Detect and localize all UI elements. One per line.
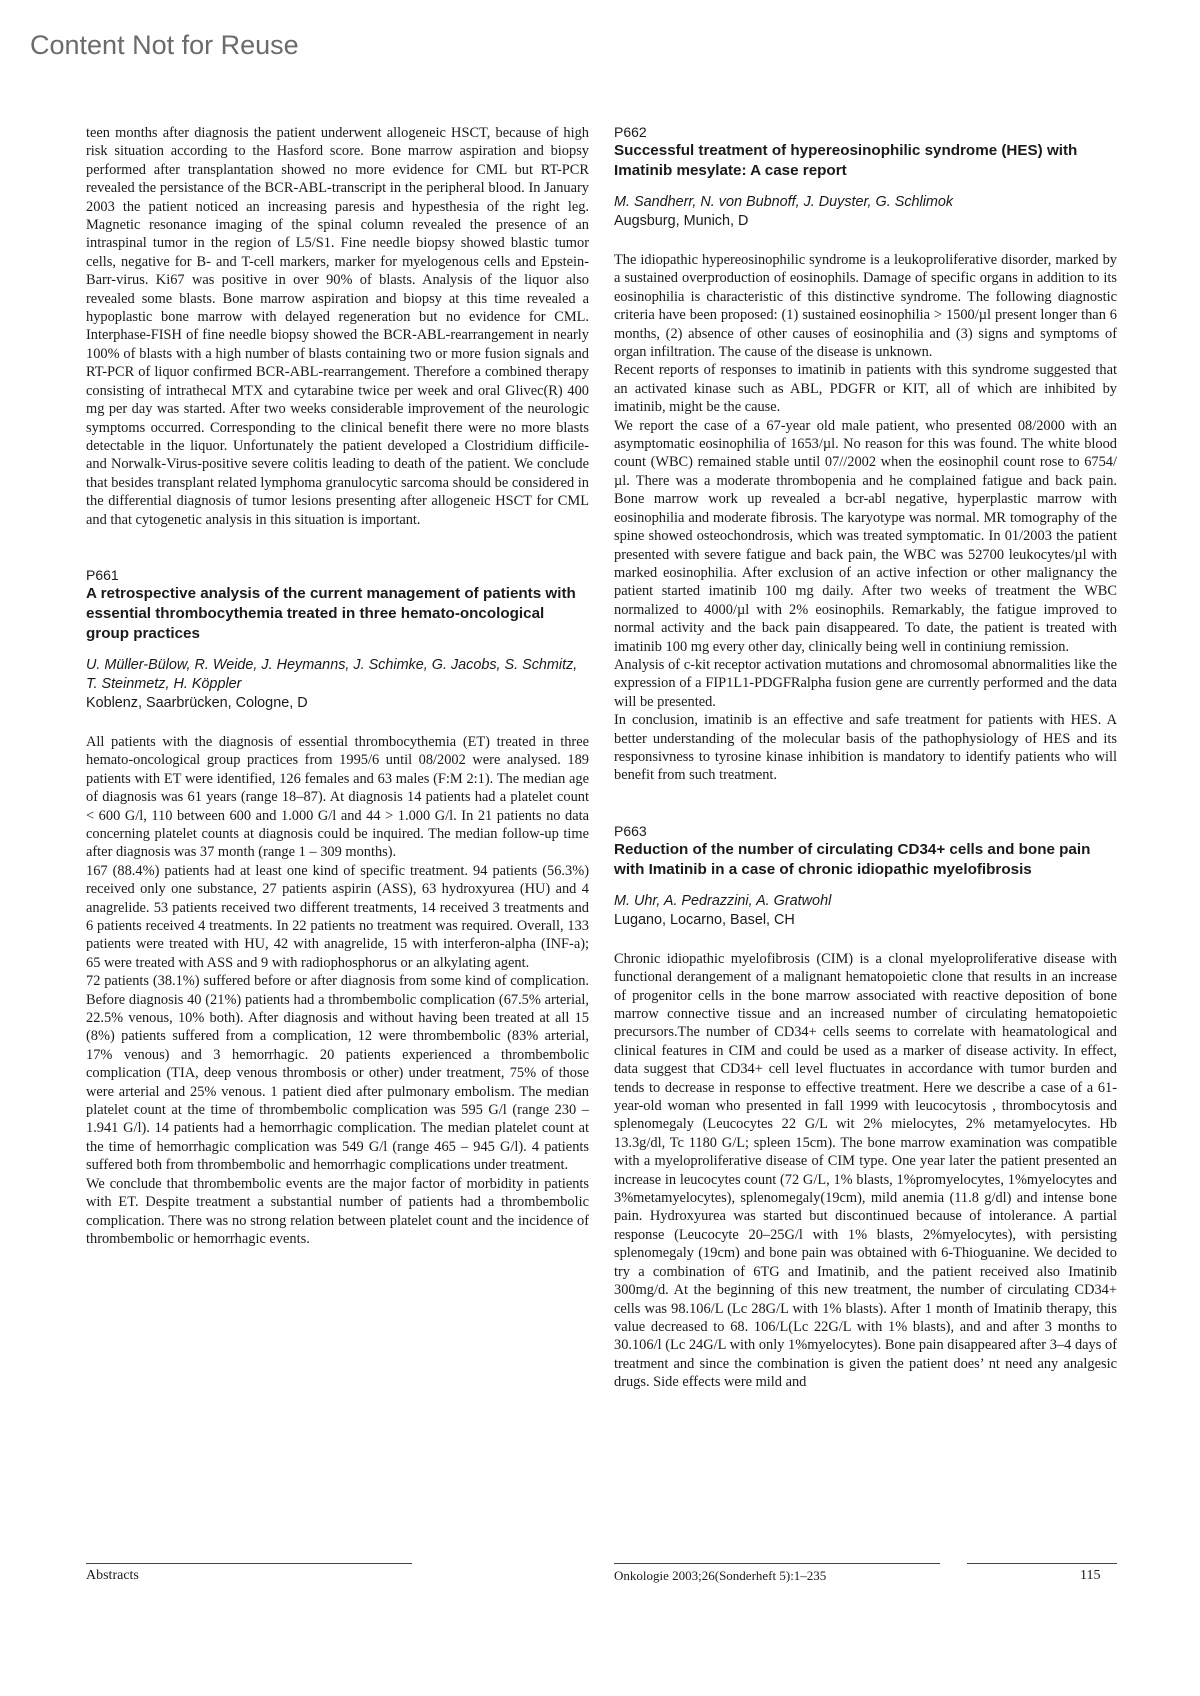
abstract-authors: M. Sandherr, N. von Bubnoff, J. Duyster, G. Schlimok (614, 194, 954, 210)
footer-rule-left (86, 1563, 412, 1564)
abstract-title: Reduction of the number of circulating CD34+ cells and bone pain with Imatinib in a case of chronic idiopathic myelofibrosis (614, 840, 1091, 878)
abstract-authors: M. Uhr, A. Pedrazzini, A. Gratwohl (614, 892, 832, 909)
abstract-id: P661 (86, 566, 119, 583)
watermark: Content Not for Reuse (30, 30, 299, 60)
abstract-title: Successful treatment of hypereosinophilic syndrome (HES) with Imatinib mesylate: A case report (614, 142, 1078, 179)
right-column (614, 124, 1117, 1392)
footer-journal-citation: Onkologie 2003;26(Sonderheft 5):1–235 (614, 1568, 827, 1583)
abstract-affiliation: Lugano, Locarno, Basel, CH (614, 911, 795, 928)
abstract-paragraph: Recent reports of responses to imatinib in patients with this syndrome suggested that an activated kinase such as ABL, PDGFR or KIT, all of which are inhibited by imatinib, might be the cause. (614, 362, 1117, 416)
footer-rule-right (967, 1563, 1117, 1564)
abstract-paragraph: Analysis of c-kit receptor activation mutations and chromosomal abnormalities like the expression of a FIP1L1-PDGFRalpha fusion gene are currently performed and the data will be presented. (614, 656, 1117, 710)
abstract-paragraph: Chronic idiopathic myelofibrosis (CIM) is a clonal myeloproliferative disease with functional derangement of a malignant hematopoietic clone that results in an increase of progenitor cells in the bone marrow associated with reactive deposition of bone marrow connective tissue and an increased number of circulating hematopoietic precursors.The number of CD34+ cells seems to correlate with heamatological and clinical features in CIM and could be used as a marker of disease activity. In effect, data suggest that CD34+ cell level fluctuates in accordance with tumor burden and tends to decrease in response to effective treatment. Here we describe a case of a 61-year-old woman who presented in fall 1999 with leucocytosis , thrombocytosis and splenomegaly (Leucocytes 22 G/L wit 2% mielocytes, 2% metamyelocytes. Hb 13.3g/dl, Tc 1180 G/L; spleen 15cm). The bone marrow examination was compatible with a myeloproliferative disease of CIM type. One year later the patient presented an increase in leucocytes count (72 G/L, 1% blasts, 1%promyelocytes, 1%myelocytes and 3%metamyelocytes), splenomegaly(19cm), mild anemia (11.8 g/dl) and intense bone pain. Hydroxyurea was started but discontinued because of intolerance. A partial response (Leucocyte 20–25G/l with 1% blasts, 2%myelocytes), with persisting splenomegaly (19cm) and bone pain was obtained with 6-Thioguanine. We decided to try a combination of 6TG and Imatinib, and the patient received also Imatinib 300mg/d. At the beginning of this new treatment, the number of circulating CD34+ cells was 98.106/L (Lc 28G/L with 1% blasts). After 1 month of Imatinib therapy, this value decreased to 68. 106/L(Lc 22G/L with 1% blasts), and and after 3 months to 30.106/l (Lc 24G/L with only 1%myelocytes). Bone pain disappeared after 3–4 days of treatment and since the combination is given the patient does’ nt need any analgesic drugs. Side effects were mild and (614, 950, 1117, 1391)
abstract-paragraph: The idiopathic hypereosinophilic syndrome is a leukoproliferative disorder, marked by a sustained overproduction of eosinophils. Damage of specific organs in addition to its eosinophilia is characteristic of this distinctive syndrome. The following diagnostic criteria have been proposed: (1) sustained eosinophilia > 1500/µl present longer than 6 months, (2) absence of other causes of eosinophilia and (3) signs and symptoms of organ infiltration. The cause of the disease is unknown. (614, 252, 1117, 361)
abstract-authors: U. Müller-Bülow, R. Weide, J. Heymanns, J. Schimke, G. Jacobs, S. Schmitz, T. Steinmetz, H. Köppler (86, 656, 578, 692)
abstract-p663 (614, 823, 1117, 1392)
abstract-id: P662 (614, 124, 647, 140)
left-column (86, 124, 589, 1248)
abstract-paragraph: In conclusion, imatinib is an effective and safe treatment for patients with HES. A better understanding of the molecular basis of the pathophysiology of HES and its responsivness to tyrosine kinase inhibition is mandatory to identify patients who will benefit from such treatment. (614, 712, 1117, 784)
abstract-id: P663 (614, 822, 647, 839)
abstract-paragraph: We report the case of a 67-year old male patient, who presented 08/2000 with an asymptomatic eosinophilia of 1653/µl. No reason for this was found. The white blood count (WBC) remained stable until 07//2002 when the eosinophil count rose to 6754/µl. There was a moderate thrombopenia and he complained fatigue and back pain. Bone marrow work up revealed a bcr-abl negative, hyperplastic marrow with eosinophilia and moderate fibrosis. The karyotype was normal. MR tomography of the spine showed osteochondrosis, which was treated symptomatic. In 01/2003 the patient presented with severe fatigue and back pain, the WBC was 52700 leukocytes/µl with marked eosinophilia. After exclusion of an active infection or other malignancy the patient started imatinib 100 mg daily. After two weeks of treatment the WBC normalized to 4000/µl with 2% eosinophils. Remarkably, the fatigue improved to normal activity and the back pain disappeared. To date, the patient is treated with imatinib 100 mg every other day, clinically being well in continiung remission. (614, 417, 1117, 655)
abstract-affiliation: Augsburg, Munich, D (614, 213, 749, 229)
abstract-paragraph: We conclude that thrombembolic events are the major factor of morbidity in patients with ET. Despite treatment a substantial number of patients had a thrombembolic complication. There was no strong relation between platelet count and the incidence of thrombembolic or hemorrhagic events. (86, 1175, 589, 1247)
abstract-p662 (614, 124, 1117, 785)
continuation-paragraph: teen months after diagnosis the patient underwent allogeneic HSCT, because of high risk situation according to the Hasford score. Bone marrow aspiration and biopsy performed after transplantation showed no more evidence for CML but RT-PCR revealed the persistance of the BCR-ABL-transcript in the peripheral blood. In January 2003 the patient noticed an increasing paresis and hypesthesia of the right leg. Magnetic resonance imaging of the spinal column revealed the presence of an intraspinal tumor in the region of L5/S1. Fine needle biopsy showed blastic tumor cells, negative for B- and T-cell markers, marker for myelogenous cells and Epstein-Barr-virus. Ki67 was positive in over 90% of blasts. Analysis of the liquor also revealed some blasts. Bone marrow aspiration and biopsy at this time revealed a hypoplastic bone marrow with delayed regeneration but no evidence for CML. Interphase-FISH of fine needle biopsy showed the BCR-ABL-rearrangement in nearly 100% of blasts with a high number of blasts containing two or more fusion signals and RT-PCR of liquor confirmed BCR-ABL-rearrangement. Therefore a combined therapy consisting of intrathecal MTX and cytarabine twice per week and oral Glivec(R) 400 mg per day was started. After two weeks considerable improvement of the neurologic symptoms occurred. Corresponding to the clinical benefit there were no more blasts detectable in the liquor. Unfortunately the patient developed a Clostridium difficile- and Norwalk-Virus-positive severe colitis leading to death of the patient. We conclude that besides transplant related lymphoma granulocytic sarcoma should be considered in the differential diagnosis of tumor lesions presenting after allogeneic HSCT for CML and that cytogenetic analysis in this situation is important. (86, 125, 589, 528)
footer-page-number: 115 (1080, 1568, 1101, 1583)
footer-section-label: Abstracts (86, 1568, 139, 1583)
abstract-title: A retrospective analysis of the current management of patients with essential thrombocythemia treated in three hemato-oncological group practices (86, 584, 576, 642)
footer-rule-middle (614, 1563, 940, 1564)
abstract-paragraph: All patients with the diagnosis of essential thrombocythemia (ET) treated in three hemato-oncological group practices from 1995/6 until 08/2002 were analysed. 189 patients with ET were identified, 126 females and 63 males (F:M 2:1). The median age of diagnosis was 61 years (range 18–87). At diagnosis 14 patients had a platelet count < 600 G/l, 110 between 600 and 1.000 G/l and 44 > 1.000 G/l. In 21 patients no data concerning platelet counts at diagnosis could be inquired. The median follow-up time after diagnosis was 37 month (range 1 – 309 months). (86, 733, 589, 861)
abstract-p661 (86, 567, 589, 1248)
abstract-paragraph: 72 patients (38.1%) suffered before or after diagnosis from some kind of complication. Before diagnosis 40 (21%) patients had a thrombembolic complication (67.5% arterial, 22.5% venous, 10% both). After diagnosis and without having been treated at all 15 (8%) patients suffered from a complication, 12 were thrombembolic (83% arterial, 17% venous) and 3 hemorrhagic. 20 patients experienced a thrombembolic complication (TIA, deep venous thrombosis or other) under treatment, 75% of those were arterial and 25% venous. 1 patient died after pulmonary embolism. The median platelet count at the time of thrombembolic complication was 595 G/l (range 230 – 1.941 G/l). 14 patients had a hemorrhagic complication. The median platelet count at the time of hemorrhagic complication was 549 G/l (range 465 – 945 G/l). 4 patients suffered both from thrombembolic and hemorrhagic complications under treatment. (86, 973, 589, 1174)
abstract-paragraph: 167 (88.4%) patients had at least one kind of specific treatment. 94 patients (56.3%) received only one substance, 27 patients aspirin (ASS), 63 hydroxyurea (HU) and 4 anagrelide. 53 patients received two different treatments, 14 received 3 treatments and 6 patients received 4 treatments. In 22 patients no treatment was required. Overall, 133 patients were treated with HU, 42 with anagrelide, 15 with interferon-alpha (INF-a); 65 were treated with ASS and 9 with radiophosphorus or an alkylating agent. (86, 862, 589, 971)
abstract-affiliation: Koblenz, Saarbrücken, Cologne, D (86, 694, 308, 711)
